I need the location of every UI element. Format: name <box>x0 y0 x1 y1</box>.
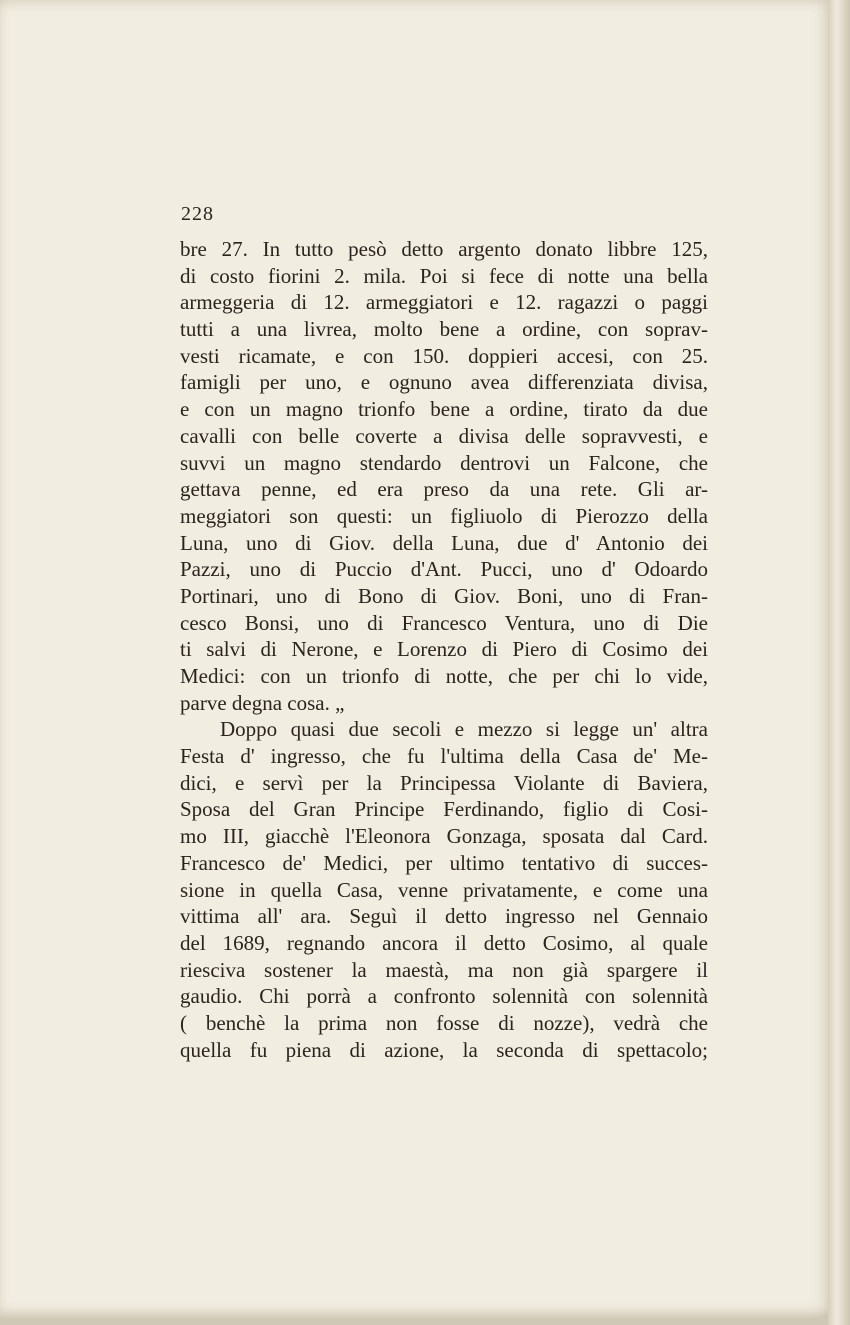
text-line: famigli per uno, e ognuno avea differenziata divisa, <box>180 370 708 395</box>
text-line: armeggeria di 12. armeggiatori e 12. ragazzi o paggi <box>180 290 708 315</box>
text-line: del 1689, regnando ancora il detto Cosimo, al quale <box>180 930 708 955</box>
text-line: Portinari, uno di Bono di Giov. Boni, uno di Fran- <box>180 583 708 608</box>
text-line: vesti ricamate, e con 150. doppieri accesi, con 25. <box>180 343 708 368</box>
page-edge <box>828 0 850 1325</box>
text-line: dici, e servì per la Principessa Violante di Baviera, <box>180 770 708 795</box>
text-line: gaudio. Chi porrà a confronto solennità con solennità <box>180 984 708 1009</box>
text-line: quella fu piena di azione, la seconda di spettacolo; <box>180 1037 708 1062</box>
text-line: ti salvi di Nerone, e Lorenzo di Piero di Cosimo dei <box>180 637 708 662</box>
text-line: di costo fiorini 2. mila. Poi si fece di notte una bella <box>180 263 708 288</box>
text-line: Luna, uno di Giov. della Luna, due d' Antonio dei <box>180 530 708 555</box>
text-line: Sposa del Gran Principe Ferdinando, figlio di Cosi- <box>180 797 708 822</box>
body-text <box>180 236 708 1063</box>
text-line: Festa d' ingresso, che fu l'ultima della Casa de' Me- <box>180 744 708 769</box>
text-line: Medici: con un trionfo di notte, che per chi lo vide, <box>180 664 708 688</box>
text-line: cavalli con belle coverte a divisa delle sopravvesti, e <box>180 423 708 448</box>
text-line: vittima all' ara. Seguì il detto ingresso nel Gennaio <box>180 904 708 929</box>
text-line: riesciva sostener la maestà, ma non già spargere il <box>180 957 708 982</box>
text-line: mo III, giacchè l'Eleonora Gonzaga, sposata dal Card. <box>180 824 708 849</box>
text-line: bre 27. In tutto pesò detto argento donato libbre 125, <box>180 237 708 261</box>
text-line: Doppo quasi due secoli e mezzo si legge un' altra <box>220 717 708 742</box>
text-line: tutti a una livrea, molto bene a ordine, con soprav- <box>180 317 708 342</box>
text-line: Pazzi, uno di Puccio d'Ant. Pucci, uno d' Odoardo <box>180 557 708 582</box>
text-line: Francesco de' Medici, per ultimo tentativo di succes- <box>180 850 708 875</box>
text-line: ( benchè la prima non fosse di nozze), vedrà che <box>180 1010 708 1035</box>
text-line: parve degna cosa. „ <box>180 690 345 715</box>
text-line: cesco Bonsi, uno di Francesco Ventura, uno di Die <box>180 610 708 635</box>
text-line: sione in quella Casa, venne privatamente, e come una <box>180 877 708 902</box>
text-line: suvvi un magno stendardo dentrovi un Falcone, che <box>180 450 708 475</box>
page-number: 228 <box>181 203 214 225</box>
text-line: e con un magno trionfo bene a ordine, tirato da due <box>180 397 708 422</box>
text-line: gettava penne, ed era preso da una rete. Gli ar- <box>180 477 708 502</box>
text-line: meggiatori son questi: un figliuolo di Pierozzo della <box>180 503 708 528</box>
